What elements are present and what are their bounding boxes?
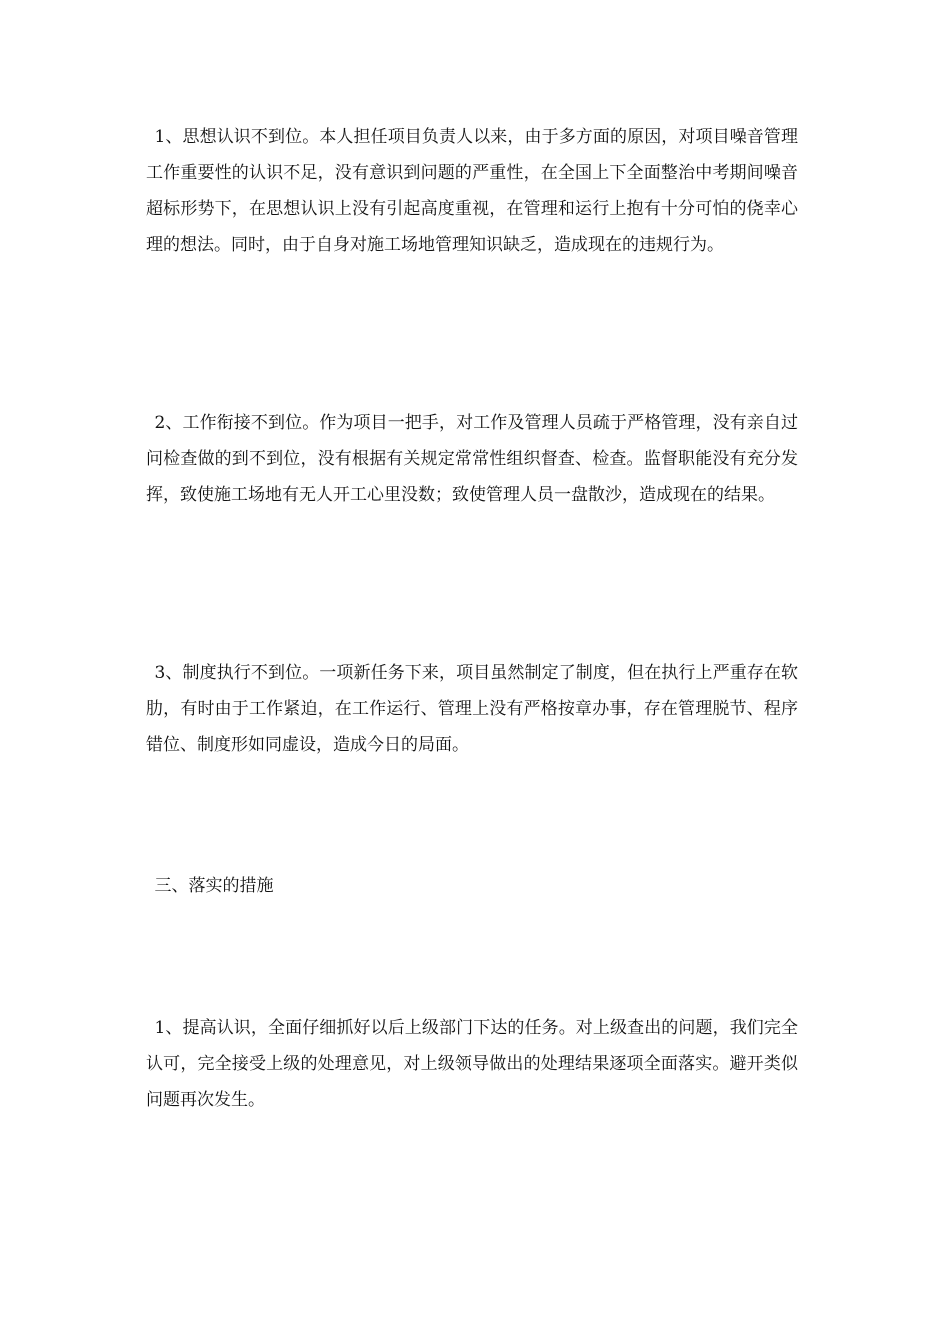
paragraph-work-coordination: 2、工作衔接不到位。作为项目一把手，对工作及管理人员疏于严格管理，没有亲自过问检查做的到不到位，没有根据有关规定常常性组织督查、检查。监督职能没有充分发挥，致使施工场地有无人开工心里没数；致使管理人员一盘散沙，造成现在的结果。 [146,413,798,505]
section-heading: 三、落实的措施 [154,876,274,896]
paragraph-measure-1: 1、提高认识，全面仔细抓好以后上级部门下达的任务。对上级查出的问题，我们完全认可，完全接受上级的处理意见，对上级领导做出的处理结果逐项全面落实。避开类似问题再次发生。 [146,1018,798,1110]
paragraph-ideological-awareness: 1、思想认识不到位。本人担任项目负责人以来，由于多方面的原因，对项目噪音管理工作重要性的认识不足，没有意识到问题的严重性，在全国上下全面整治中考期间噪音超标形势下，在思想认识上没有引起高度重视，在管理和运行上抱有十分可怕的侥幸心理的想法。同时，由于自身对施工场地管理知识缺乏，造成现在的违规行为。 [146,127,798,255]
paragraph-system-execution: 3、制度执行不到位。一项新任务下来，项目虽然制定了制度，但在执行上严重存在软肋，有时由于工作紧迫，在工作运行、管理上没有严格按章办事，存在管理脱节、程序错位、制度形如同虚设，造成今日的局面。 [146,663,798,755]
